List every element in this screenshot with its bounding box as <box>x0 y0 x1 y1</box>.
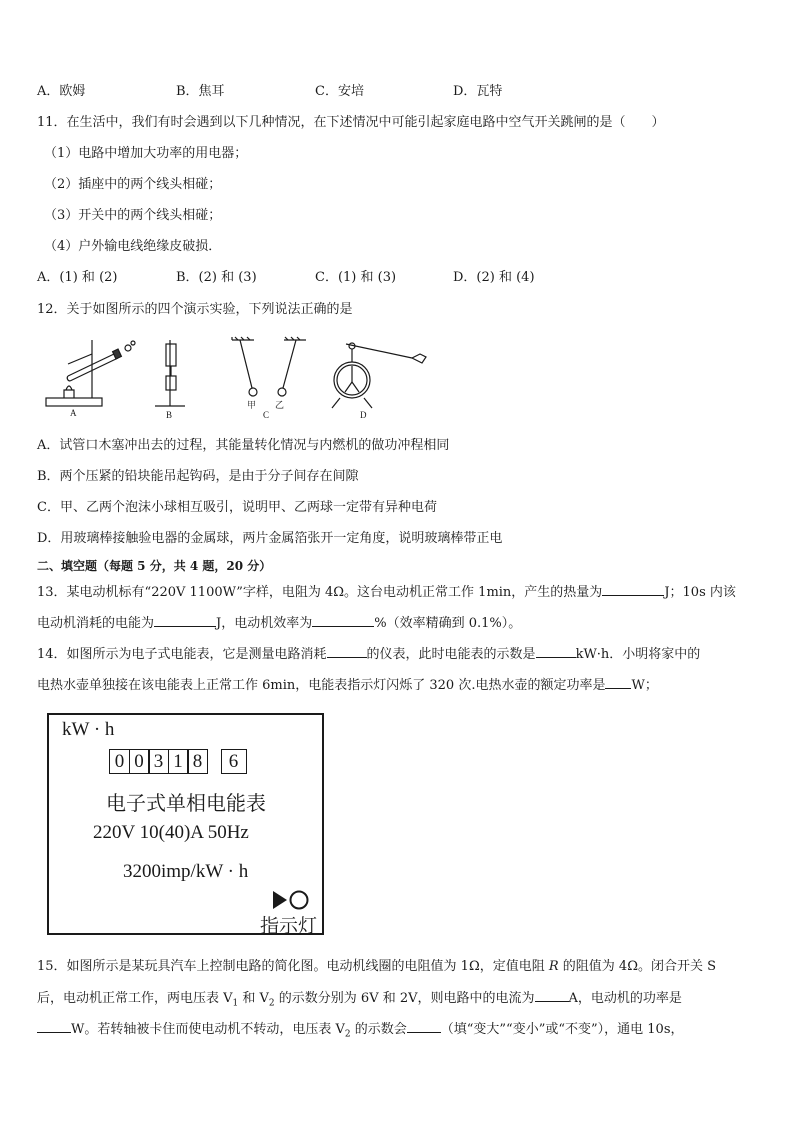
q14-line-1: 14．如图所示为电子式电能表，它是测量电路消耗 的仪表，此时电能表的示数是 kW·h．小明将家中的 <box>37 647 701 662</box>
q11-item-2: （2）插座中的两个线头相碰； <box>44 177 222 192</box>
q12-option-d: D．用玻璃棒接触验电器的金属球，两片金属箔张开一定角度，说明玻璃棒带正电 <box>37 531 503 546</box>
meter-spec: 220V 10(40)A 50Hz <box>93 822 249 843</box>
meter-digit: 8 <box>187 749 208 774</box>
figure-c-label: C <box>263 410 270 420</box>
indicator-label: 指示灯 <box>260 915 318 937</box>
q11-option-d: D．(2) 和 (4) <box>453 270 535 285</box>
q10-option-a: A．欧姆 <box>37 84 86 99</box>
answer-blank[interactable] <box>154 614 216 627</box>
q11-option-b: B．(2) 和 (3) <box>176 270 257 285</box>
q11-item-3: （3）开关中的两个线头相碰； <box>44 208 222 223</box>
answer-blank[interactable] <box>535 989 569 1002</box>
meter-reading <box>109 749 245 774</box>
figure-c-foam-balls <box>232 337 306 420</box>
figure-c-label-jia: 甲 <box>247 400 257 410</box>
answer-blank[interactable] <box>605 676 631 689</box>
q14-line-2: 电热水壶单独接在该电能表上正常工作 6min，电能表指示灯闪烁了 320 次.电热水壶的额定功率是 W； <box>37 678 658 693</box>
answer-blank[interactable] <box>312 614 374 627</box>
q12-option-a: A．试管口木塞冲出去的过程，其能量转化情况与内燃机的做功冲程相同 <box>37 438 450 453</box>
figure-b-lead-blocks <box>155 340 185 420</box>
q13-line-1: 13．某电动机标有“220V 1100W”字样，电阻为 4Ω。这台电动机正常工作 1min，产生的热量为 J；10s 内该 <box>37 585 736 600</box>
indicator-light-icon <box>273 889 313 911</box>
answer-blank[interactable] <box>407 1020 441 1033</box>
q11-stem: 11．在生活中，我们有时会遇到以下几种情况，在下述情况中可能引起家庭电路中空气开关跳闸的是（ ） <box>37 115 665 130</box>
meter-impulse-constant: 3200imp/kW · h <box>123 861 249 882</box>
electric-meter <box>47 713 324 935</box>
q10-option-b: B．焦耳 <box>176 84 225 99</box>
meter-unit: kW · h <box>62 719 115 740</box>
figure-d-electroscope <box>332 343 426 420</box>
meter-digit: 0 <box>129 749 150 774</box>
q15-line-1: 15．如图所示是某玩具汽车上控制电路的简化图。电动机线圈的电阻值为 1Ω，定值电阻 R 的阻值为 4Ω。闭合开关 S <box>37 959 717 974</box>
meter-digit: 3 <box>148 749 169 774</box>
q12-stem: 12．关于如图所示的四个演示实验，下列说法正确的是 <box>37 302 353 317</box>
answer-blank[interactable] <box>602 583 664 596</box>
q10-option-d: D．瓦特 <box>453 84 503 99</box>
q12-option-b: B．两个压紧的铅块能吊起钩码，是由于分子间存在间隙 <box>37 469 359 484</box>
figure-a-test-tube <box>46 340 135 418</box>
q11-option-a: A．(1) 和 (2) <box>37 270 118 285</box>
meter-title: 电子式单相电能表 <box>106 791 266 815</box>
q10-option-c: C．安培 <box>315 84 364 99</box>
meter-digit: 0 <box>109 749 130 774</box>
q13-line-2: 电动机消耗的电能为 J，电动机效率为 %（效率精确到 0.1%）。 <box>37 616 522 631</box>
meter-fraction-digit: 6 <box>221 749 247 774</box>
q12-experiment-figures <box>40 336 430 426</box>
q11-option-c: C．(1) 和 (3) <box>315 270 397 285</box>
meter-digit: 1 <box>168 749 189 774</box>
q15-line-3: W。若转轴被卡住而使电动机不转动，电压表 $V_2$ 的示数会 （填“变大”“变小”或“不变”），通电 10s， <box>37 1020 684 1044</box>
figure-d-label: D <box>360 410 367 420</box>
answer-blank[interactable] <box>536 645 576 658</box>
figure-b-label: B <box>166 410 173 420</box>
q11-item-4: （4）户外输电线绝缘皮破损． <box>44 239 222 254</box>
figure-a-label: A <box>70 408 77 418</box>
q12-option-c: C．甲、乙两个泡沫小球相互吸引，说明甲、乙两球一定带有异种电荷 <box>37 500 437 515</box>
answer-blank[interactable] <box>37 1020 71 1033</box>
q11-item-1: （1）电路中增加大功率的用电器； <box>44 146 248 161</box>
q15-line-2: 后，电动机正常工作，两电压表 $V_1$ 和 $V_2$ 的示数分别为 6V 和 2V，则电路中的电流为 A，电动机的功率是 <box>37 991 682 1009</box>
answer-blank[interactable] <box>327 645 367 658</box>
section-heading: 二、填空题（每题 5 分，共 4 题，20 分） <box>37 559 272 573</box>
figure-c-label-yi: 乙 <box>275 400 285 410</box>
